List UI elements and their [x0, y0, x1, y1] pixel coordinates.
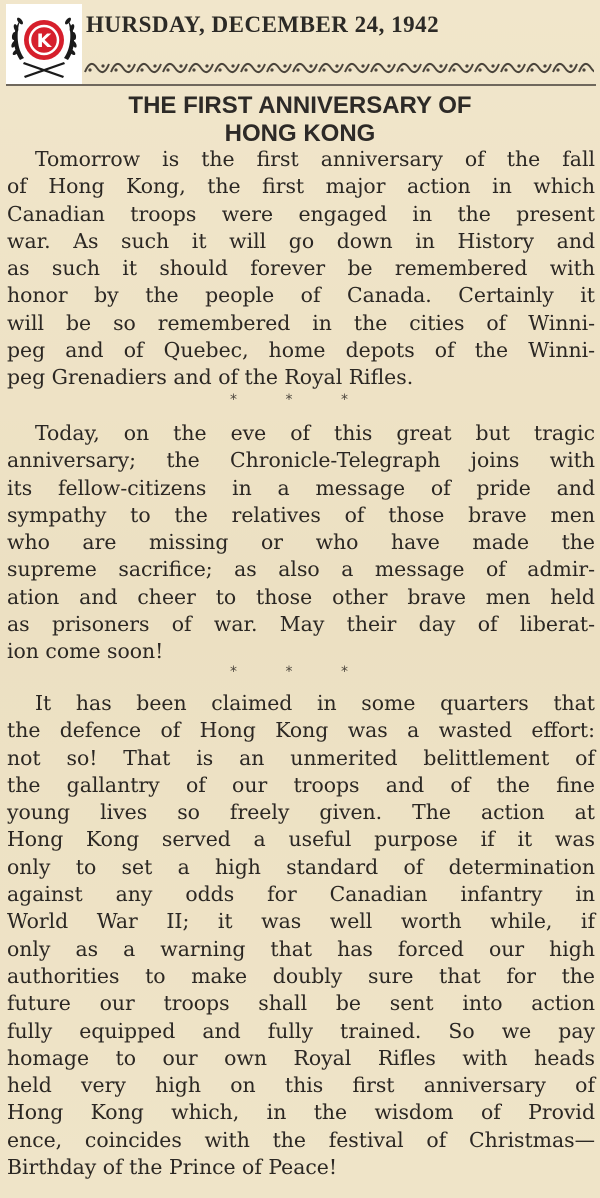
text-line: Hong Kong served a useful purpose if it was — [7, 827, 595, 852]
text-line: Hong Kong which, in the wisdom of Provid — [7, 1100, 595, 1125]
text-line: sympathy to the relatives of those brave men — [7, 502, 595, 527]
logo-letter: K — [36, 30, 52, 52]
text-line: only as a warning that has forced our high — [7, 936, 595, 961]
headline — [0, 92, 600, 148]
headline-line: HONG KONG — [224, 120, 376, 147]
text-line: honor by the people of Canada. Certainly it — [7, 283, 595, 308]
text-line: ation and cheer to those other brave men held — [7, 584, 595, 609]
wreath-logo-icon — [6, 4, 82, 84]
paragraph-1 — [7, 146, 595, 392]
text-line: Birthday of the Prince of Peace! — [7, 1155, 338, 1180]
text-line: Today, on the eve of this great but tragic — [35, 421, 595, 445]
text-line: peg and of Quebec, home depots of the Winni- — [7, 338, 595, 363]
logo — [6, 4, 82, 84]
text-line: against any odds for Canadian infantry in — [7, 882, 595, 907]
dateline: HURSDAY, DECEMBER 24, 1942 — [86, 12, 440, 37]
text-line: Canadian troops were engaged in the present — [7, 201, 595, 226]
paragraph-3 — [7, 690, 595, 1181]
paragraph-2 — [7, 420, 595, 666]
text-line: future our troops shall be sent into action — [7, 991, 595, 1016]
text-line: held very high on this first anniversary of — [7, 1073, 595, 1098]
text-line: young lives so freely given. The action at — [7, 800, 595, 825]
text-line: fully equipped and fully trained. So we pay — [7, 1018, 595, 1043]
text-line: ence, coincides with the festival of Christmas— — [7, 1127, 595, 1152]
text-line: only to set a high standard of determination — [7, 854, 595, 879]
text-line: supreme sacrifice; as also a message of admir- — [7, 557, 595, 582]
text-line: not so! That is an unmerited belittlement of — [7, 745, 595, 770]
text-line: as such it should forever be remembered with — [7, 256, 595, 281]
text-line: will be so remembered in the cities of Winni- — [7, 310, 595, 335]
divider-rule — [6, 84, 596, 86]
text-line: who are missing or who have made the — [7, 530, 595, 555]
text-line: the gallantry of our troops and of the fine — [7, 772, 595, 797]
section-separator: * * * — [230, 392, 370, 408]
text-line: of Hong Kong, the first major action in which — [7, 174, 595, 199]
text-line: homage to our own Royal Rifles with heads — [7, 1045, 595, 1070]
text-line: the defence of Hong Kong was a wasted effort: — [7, 718, 595, 743]
text-line: as prisoners of war. May their day of liberat- — [7, 612, 595, 637]
text-line: its fellow-citizens in a message of pride and — [7, 475, 595, 500]
section-separator: * * * — [230, 664, 370, 680]
text-line: peg Grenadiers and of the Royal Rifles. — [7, 365, 414, 390]
text-line: anniversary; the Chronicle-Telegraph joins with — [7, 448, 595, 473]
text-line: authorities to make doubly sure that for the — [7, 963, 595, 988]
text-line: war. As such it will go down in History and — [7, 228, 595, 253]
ornamental-border — [84, 60, 594, 76]
text-line: World War II; it was well worth while, if — [7, 909, 595, 934]
text-line: ion come soon! — [7, 639, 164, 664]
text-line: It has been claimed in some quarters that — [35, 691, 595, 715]
headline-line: THE FIRST ANNIVERSARY OF — [128, 92, 472, 119]
text-line: Tomorrow is the first anniversary of the fall — [35, 147, 595, 171]
